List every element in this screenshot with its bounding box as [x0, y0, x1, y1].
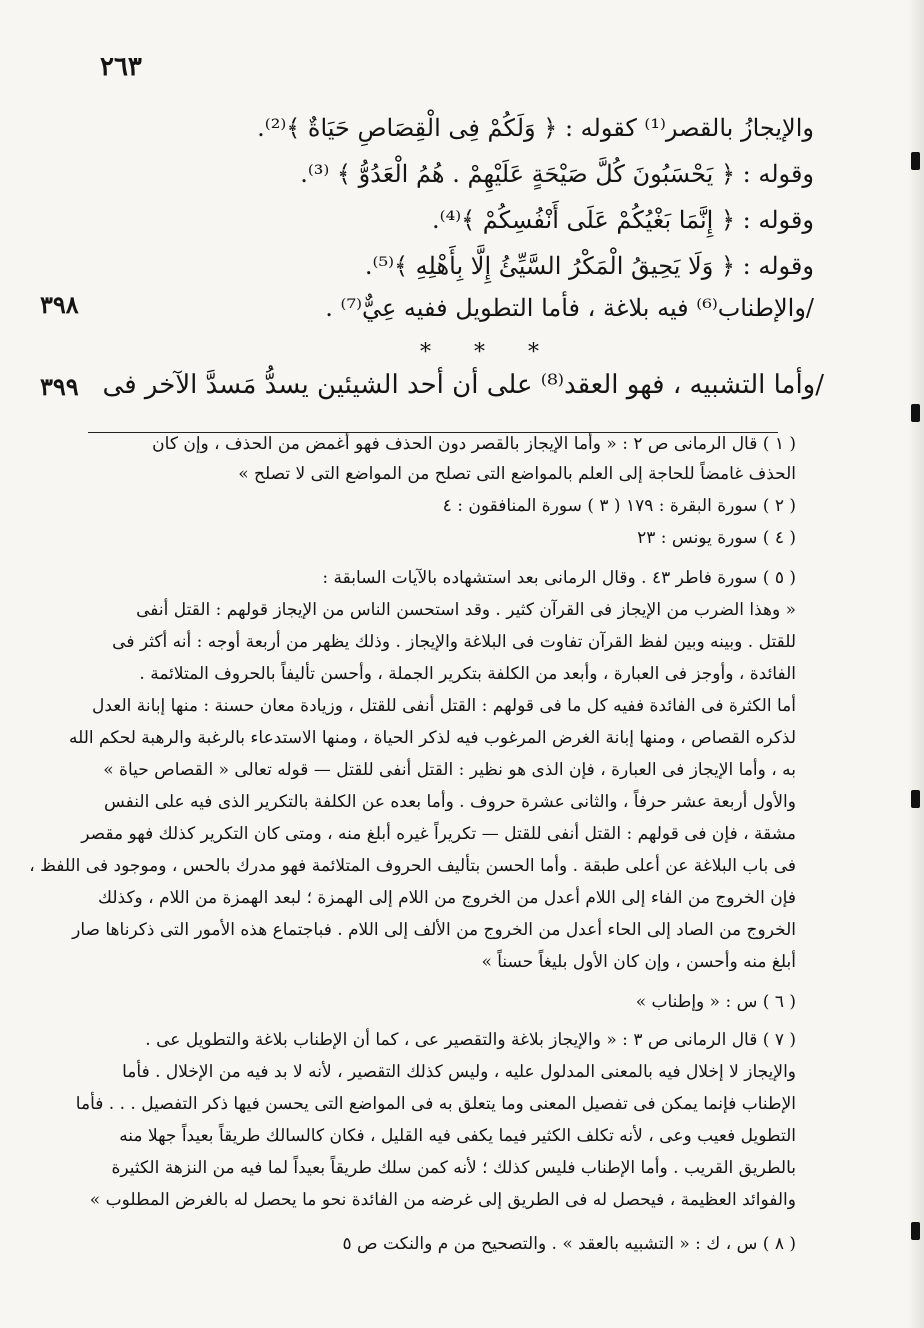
scan-margin-mark: [911, 790, 920, 808]
footnote-line: أما الكثرة فى الفائدة ففيه كل ما فى قولهم : القتل أنفى للقتل ، وزيادة معان حسنة : منها إبانة العدل: [92, 696, 796, 716]
footnote-line: ( ١ ) قال الرمانى ص ٢ : « وأما الإيجاز بالقصر دون الحذف فهو أغمض من الحذف ، وإن كان: [152, 434, 796, 454]
footnote-line: بالطريق القريب . وأما الإطناب فليس كذلك ؛ لأنه كمن سلك طريقاً بعيداً لما فيه من النزهة الكثيرة: [111, 1158, 796, 1178]
footnote-line: ( ٤ ) سورة يونس : ٢٣: [637, 528, 796, 548]
page-edge-shadow: [908, 0, 924, 1328]
scan-margin-mark: [911, 152, 920, 170]
main-text-second: [102, 370, 824, 406]
main-line: والإيجازُ بالقصر⁽¹⁾ كقوله : ﴿ وَلَكُمْ فِى الْقِصَاصِ حَيَاةٌ ﴾⁽²⁾.: [257, 114, 814, 142]
main-line: وقوله : ﴿ وَلَا يَحِيقُ الْمَكْرُ السَّيِّئُ إِلَّا بِأَهْلِهِ ﴾⁽⁵⁾.: [364, 252, 814, 280]
footnote-line: للقتل . وبينه وبين لفظ القرآن تفاوت فى البلاغة والإيجاز . وذلك يظهر من أربعة أوجه : أنه أكثر فى: [112, 632, 796, 652]
footnote-line: والأول أربعة عشر حرفاً ، والثانى عشرة حروف . وأما بعده عن الكلفة بالتكرير الذى فيه على النفس: [104, 792, 796, 812]
margin-number-399: ٣٩٩: [40, 372, 79, 401]
footnote-line: فى باب البلاغة عن أعلى طبقة . وأما الحسن بتأليف الحروف المتلائمة فهو مدرك بالحس ، وموجود فى اللفظ ،: [29, 856, 796, 876]
footnote-line: التطويل فعيب وعى ، لأنه تكلف الكثير فيما يكفى فيه القليل ، فكان كالسالك طريقاً بعيداً جهلا منه: [119, 1126, 796, 1146]
footnote-line: ( ٢ ) سورة البقرة : ١٧٩ ( ٣ ) سورة المنافقون : ٤: [442, 496, 796, 516]
page-number: ٢٦٣: [100, 52, 142, 82]
footnote-line: أبلغ منه وأحسن ، وإن كان الأول بليغاً حسناً »: [481, 952, 796, 972]
main-line: وقوله : ﴿ إِنَّمَا بَغْيُكُمْ عَلَى أَنْفُسِكُمْ ﴾⁽⁴⁾.: [432, 206, 814, 234]
main-line: وقوله : ﴿ يَحْسَبُونَ كُلَّ صَيْحَةٍ عَلَيْهِمْ . هُمُ الْعَدُوُّ ﴾ ⁽³⁾.: [300, 160, 814, 188]
footnote-line: لذكره القصاص ، ومنها إبانة الغرض المرغوب فيه لذكر الحياة ، ومنها الاستدعاء بالرغبة والرهبة لحكم الله: [69, 728, 796, 748]
footnote-line: مشقة ، فإن فى قولهم : القتل أنفى للقتل — تكريراً غيره أبلغ منه ، ومتى كان التكرير كذلك فهو مقصر: [81, 824, 796, 844]
footnote-line: ( ٧ ) قال الرمانى ص ٣ : « والإيجاز بلاغة والتقصير عى ، كما أن الإطناب بلاغة والتطويل عى .: [145, 1030, 796, 1050]
footnote-line: الخروج من الصاد إلى الحاء أعدل من الخروج من الألف إلى اللام . فباجتماع هذه الأمور التى ذكرناها صار: [72, 920, 796, 940]
footnote-line: به ، وأما الإيجاز فى العبارة ، فإن الذى هو نظير : القتل أنفى للقتل — قوله تعالى « القصاص حياة »: [103, 760, 796, 780]
footnote-line: الحذف غامضاً للحاجة إلى العلم بالمواضع التى تصلح من المواضع التى لا تصلح »: [238, 464, 796, 484]
margin-number-398: ٣٩٨: [40, 290, 79, 319]
footnote-line: فإن الخروج من الفاء إلى اللام أعدل من الخروج من اللام إلى الهمزة ؛ لبعد الهمزة من اللام ، وكذلك: [98, 888, 796, 908]
footnote-line: ( ٥ ) سورة فاطر ٤٣ . وقال الرمانى بعد استشهاده بالآيات السابقة :: [322, 568, 796, 588]
footnote-line: ( ٦ ) س : « وإطناب »: [635, 992, 796, 1012]
scan-margin-mark: [911, 404, 920, 422]
main-line: /وأما التشبيه ، فهو العقد⁽⁸⁾ على أن أحد الشيئين يسدُّ مَسدَّ الآخر فى: [102, 370, 824, 400]
main-line: /والإطناب⁽⁶⁾ فيه بلاغة ، فأما التطويل ففيه عِيٌّ⁽⁷⁾ .: [325, 294, 814, 322]
footnote-rule: [88, 432, 778, 433]
footnote-line: « وهذا الضرب من الإيجاز فى القرآن كثير . وقد استحسن الناس من الإيجاز قولهم : القتل أنفى: [136, 600, 796, 620]
footnotes: [29, 434, 796, 1316]
footnote-line: الإطناب فإنما يمكن فى تفصيل المعنى وما يتعلق به فى المواضع التى يحسن فيها ذكر التفصيل . . . فأما: [75, 1094, 796, 1114]
footnote-line: ( ٨ ) س ، ك : « التشبيه بالعقد » . والتصحيح من م والنكت ص ٥: [342, 1234, 796, 1254]
footnote-line: والفوائد العظيمة ، فيحصل له فى الطريق إلى غرضه من الفائدة نحو ما يحصل له بالغرض المطلوب »: [89, 1190, 796, 1210]
main-text: [174, 110, 814, 410]
footnote-line: والإيجاز لا إخلال فيه بالمعنى المدلول عليه ، وليس كذلك التقصير ، لأنه لا بد فيه من الإخلال . فأما: [122, 1062, 796, 1082]
scan-margin-mark: [911, 1222, 920, 1240]
footnote-line: الفائدة ، وأوجز فى العبارة ، وأبعد من الكلفة بتكرير الجملة ، وأحسن تأليفاً بالحروف المتلائمة .: [139, 664, 796, 684]
section-separator: * * *: [420, 340, 557, 365]
